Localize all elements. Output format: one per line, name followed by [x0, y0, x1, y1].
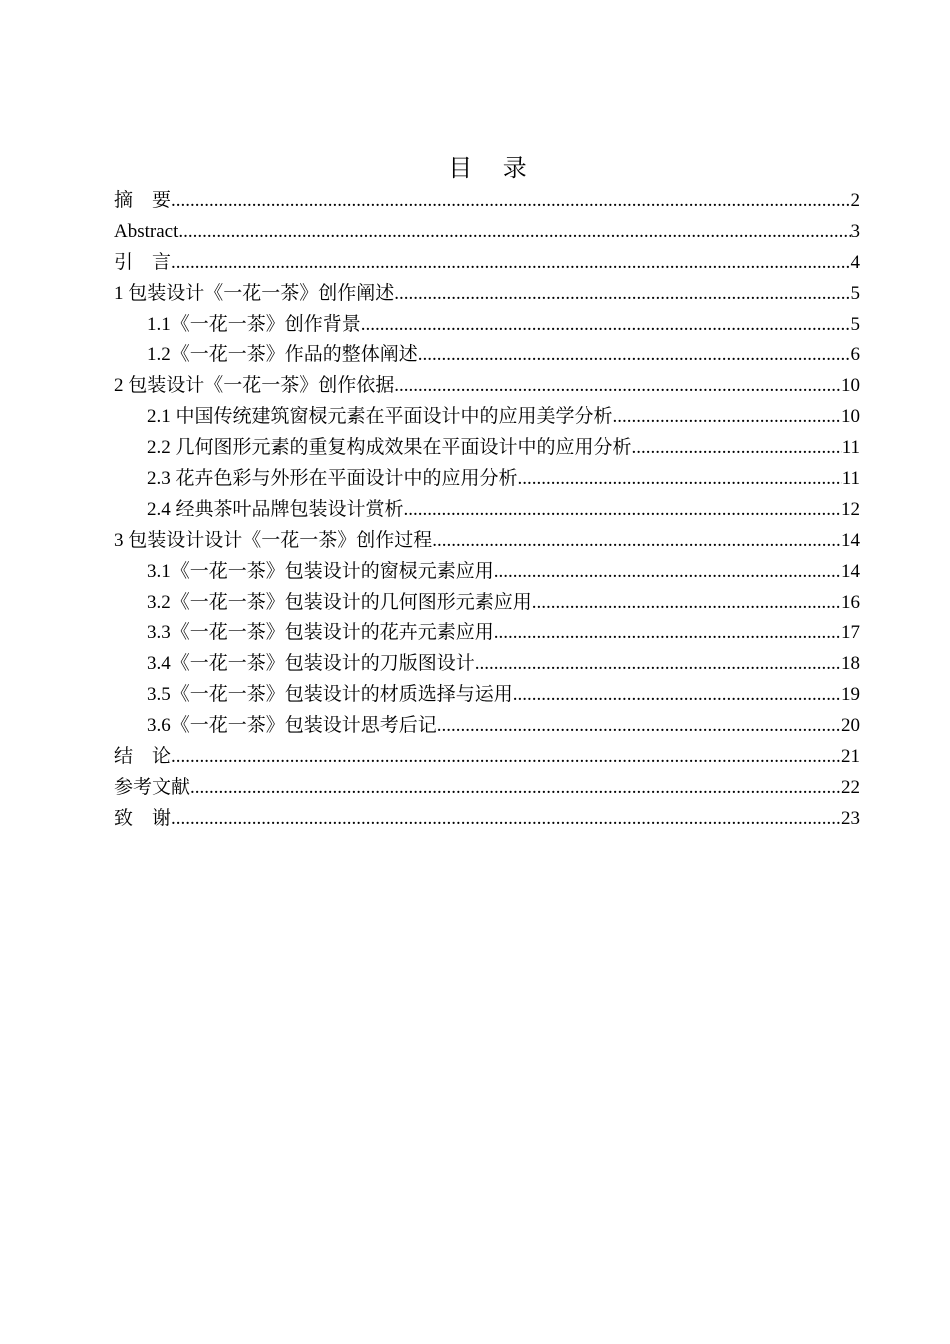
toc-entry-page-number: 11 [841, 468, 860, 490]
toc-entry-page-number: 2 [850, 190, 860, 211]
toc-entry-label: 结 论 [114, 746, 172, 768]
toc-entry-page-number: 18 [841, 653, 860, 675]
toc-entry[interactable] [114, 557, 860, 588]
toc-entry-label: 2.4 经典茶叶品牌包装设计赏析 [147, 498, 404, 520]
toc-dot-leader [532, 588, 841, 619]
toc-entry-label: 3.6《一花一茶》包装设计思考后记 [147, 715, 437, 737]
toc-entry-label: 3.3《一花一茶》包装设计的花卉元素应用 [147, 622, 494, 644]
toc-entry[interactable] [114, 217, 860, 248]
toc-entry-label: 3.1《一花一茶》包装设计的窗棂元素应用 [147, 560, 494, 582]
toc-entry[interactable] [114, 186, 860, 217]
toc-dot-leader [190, 773, 841, 804]
toc-entry[interactable] [114, 248, 860, 279]
toc-entry-label: 引 言 [114, 251, 172, 273]
toc-entry-label: 2.2 几何图形元素的重复构成效果在平面设计中的应用分析 [147, 437, 632, 459]
toc-entry[interactable] [114, 680, 860, 711]
toc-entry[interactable] [114, 464, 860, 495]
toc-entry-page-number: 10 [841, 406, 860, 428]
toc-entry-label: 3.4《一花一茶》包装设计的刀版图设计 [147, 653, 475, 675]
toc-entry[interactable] [114, 588, 860, 619]
toc-entry[interactable] [114, 649, 860, 680]
toc-entry-page-number: 14 [841, 560, 860, 582]
toc-dot-leader [432, 526, 841, 557]
toc-entry-page-number: 16 [841, 591, 860, 613]
toc-entry-label: Abstract [114, 220, 179, 242]
toc-dot-leader [418, 340, 851, 371]
toc-dot-leader [613, 402, 841, 433]
toc-entry-page-number: 19 [841, 684, 860, 706]
toc-entry-page-number: 3 [850, 220, 860, 242]
toc-dot-leader [394, 279, 850, 310]
toc-entry[interactable] [114, 402, 860, 433]
toc-entry-page-number: 20 [841, 715, 860, 737]
toc-entry[interactable] [114, 804, 860, 835]
toc-entry-page-number: 11 [841, 437, 860, 459]
toc-dot-leader [404, 495, 841, 526]
toc-dot-leader [494, 618, 841, 649]
toc-entry-page-number: 21 [841, 746, 860, 768]
toc-dot-leader [518, 464, 842, 495]
toc-entry[interactable] [114, 773, 860, 804]
toc-dot-leader [394, 371, 841, 402]
toc-entry-page-number: 5 [850, 313, 860, 335]
toc-entry[interactable] [114, 310, 860, 341]
toc-dot-leader [171, 742, 841, 773]
toc-entry[interactable] [114, 742, 860, 773]
toc-entry[interactable] [114, 371, 860, 402]
toc-entry-label: 1 包装设计《一花一茶》创作阐述 [114, 282, 395, 304]
toc-entry[interactable] [114, 279, 860, 310]
toc-entry-page-number: 14 [841, 529, 860, 551]
toc-entry-label: 2 包装设计《一花一茶》创作依据 [114, 375, 395, 397]
table-of-contents [114, 186, 860, 835]
toc-entry-page-number: 4 [850, 251, 860, 273]
toc-dot-leader [513, 680, 841, 711]
toc-entry-page-number: 5 [850, 282, 860, 304]
toc-dot-leader [178, 217, 850, 248]
toc-entry-label: 2.3 花卉色彩与外形在平面设计中的应用分析 [147, 468, 518, 490]
toc-entry-label: 3.2《一花一茶》包装设计的几何图形元素应用 [147, 591, 532, 613]
toc-dot-leader [171, 186, 850, 217]
toc-entry-label: 致 谢 [114, 807, 172, 829]
toc-entry-page-number: 10 [841, 375, 860, 397]
toc-dot-leader [171, 804, 841, 835]
toc-dot-leader [437, 711, 841, 742]
toc-entry[interactable] [114, 526, 860, 557]
toc-entry-label: 3.5《一花一茶》包装设计的材质选择与运用 [147, 684, 513, 706]
toc-entry[interactable] [114, 711, 860, 742]
toc-entry[interactable] [114, 495, 860, 526]
toc-dot-leader [494, 557, 841, 588]
toc-dot-leader [475, 649, 841, 680]
toc-entry-page-number: 22 [841, 776, 860, 798]
toc-entry-label: 参考文献 [114, 776, 191, 798]
toc-dot-leader [632, 433, 842, 464]
toc-entry-page-number: 12 [841, 498, 860, 520]
toc-entry[interactable] [114, 618, 860, 649]
toc-entry-page-number: 6 [850, 344, 860, 366]
toc-entry[interactable] [114, 433, 860, 464]
toc-entry-page-number: 17 [841, 622, 860, 644]
toc-entry-label: 2.1 中国传统建筑窗棂元素在平面设计中的应用美学分析 [147, 406, 613, 428]
toc-entry-label: 1.2《一花一茶》作品的整体阐述 [147, 344, 418, 366]
toc-entry-label: 3 包装设计设计《一花一茶》创作过程 [114, 529, 433, 551]
toc-entry[interactable] [114, 340, 860, 371]
toc-entry-label: 1.1《一花一茶》创作背景 [147, 313, 361, 335]
toc-dot-leader [361, 310, 851, 341]
toc-entry-label: 摘 要 [114, 190, 172, 211]
toc-title: 目 录 [448, 154, 527, 182]
toc-dot-leader [171, 248, 850, 279]
toc-entry-page-number: 23 [841, 807, 860, 829]
